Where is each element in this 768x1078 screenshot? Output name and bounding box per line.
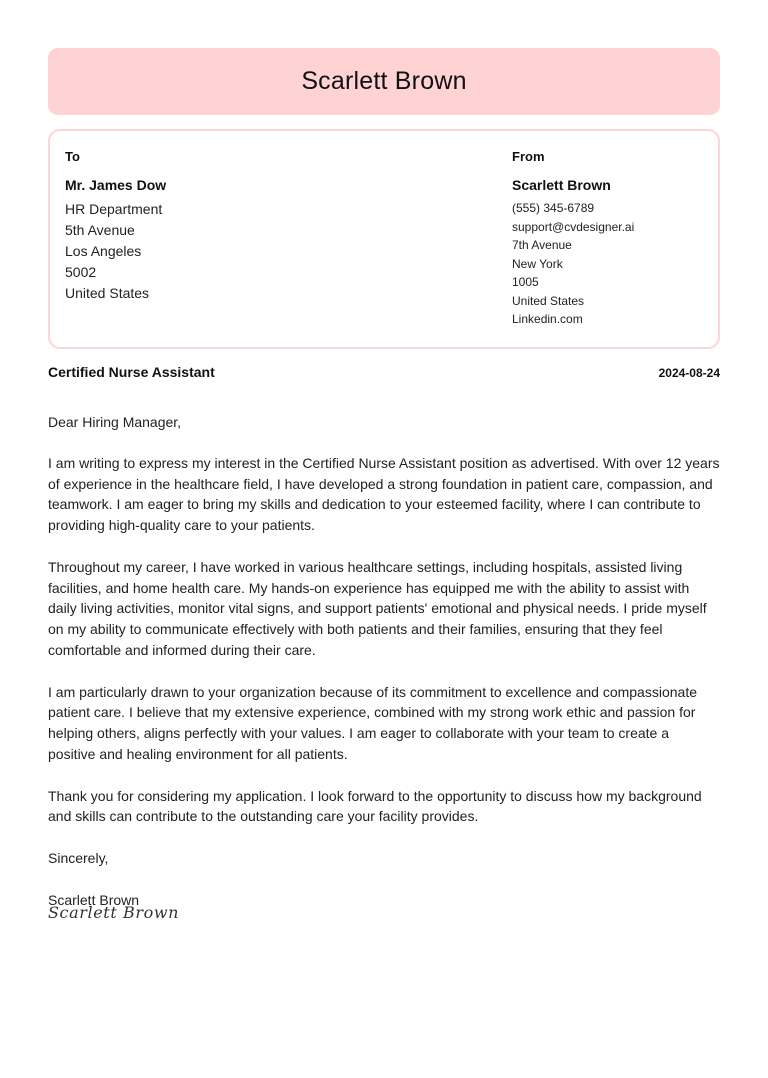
greeting: Dear Hiring Manager,: [48, 414, 182, 430]
handwritten-signature: Scarlett Brown: [48, 903, 180, 922]
letter-body: [48, 412, 720, 931]
sender-name: Scarlett Brown: [512, 177, 611, 193]
recipient-country: United States: [65, 285, 150, 301]
recipient-name: Mr. James Dow: [65, 177, 167, 193]
sender-email: support@cvdesigner.ai: [512, 219, 635, 234]
letter-date: 2024-08-24: [658, 366, 720, 380]
body-paragraph-3: I am particularly drawn to your organization because of its commitment to excellence and compassionate patient care. I believe that my extensive experience, combined with my strong work ethic and passion for helping others, aligns perfectly with your values. I am eager to collaborate with your team to create a positive and healing environment for all patients.: [48, 683, 697, 762]
address-block: [48, 129, 720, 349]
sender-postal-code: 1005: [512, 275, 539, 289]
closing: Sincerely,: [48, 849, 109, 866]
sender-country: United States: [512, 293, 585, 308]
sender-block: [512, 149, 634, 329]
recipient-postal-code: 5002: [65, 264, 97, 280]
recipient-block: [65, 149, 166, 304]
subject-row: [48, 364, 720, 380]
recipient-label: To: [65, 149, 80, 164]
sender-linkedin: Linkedin.com: [512, 312, 583, 326]
sender-city: New York: [512, 256, 563, 271]
recipient-department: HR Department: [65, 201, 163, 217]
letter-header: [48, 48, 720, 115]
body-paragraph-1: I am writing to express my interest in the Certified Nurse Assistant position as advertised. With over 12 years of experience in the healthcare field, I have developed a strong foundation in patient care, compassion, and teamwork. I am eager to bring my skills and dedication to your esteemed facility, where I can contribute to providing high-quality care to your patients.: [48, 454, 720, 534]
sender-phone: (555) 345-6789: [512, 201, 595, 215]
applicant-name-title: Scarlett Brown: [301, 67, 467, 95]
position-title: Certified Nurse Assistant: [48, 364, 215, 380]
recipient-street: 5th Avenue: [65, 222, 135, 238]
body-paragraph-2: Throughout my career, I have worked in various healthcare settings, including hospitals, assisted living facilities, and home health care. My hands-on experience has equipped me with the ability to assist with daily living activities, monitor vital signs, and support patients' emotional and physical needs. I pride myself on my ability to communicate effectively with both patients and their families, ensuring that they feel comfortable and informed during their care.: [48, 558, 707, 658]
closing-name: Scarlett Brown: [48, 891, 140, 908]
sender-street: 7th Avenue: [512, 238, 572, 252]
body-paragraph-4: Thank you for considering my application. I look forward to the opportunity to discuss how my background and skills can contribute to the outstanding care your facility provides.: [48, 787, 702, 825]
recipient-city: Los Angeles: [65, 243, 142, 259]
sender-label: From: [512, 149, 545, 164]
